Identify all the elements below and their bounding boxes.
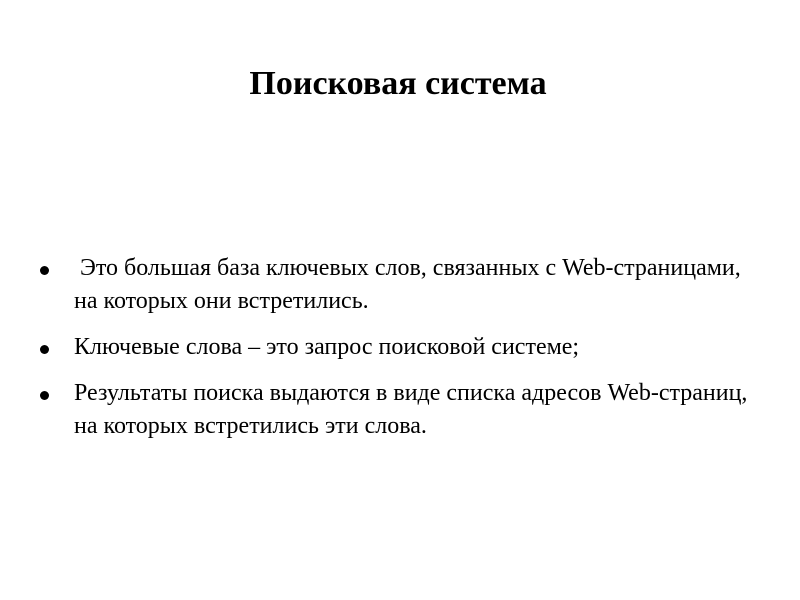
bullet-icon — [40, 266, 49, 275]
bullet-item — [40, 252, 770, 318]
bullet-item — [40, 377, 770, 443]
bullet-icon — [40, 345, 49, 354]
bullet-item — [40, 331, 770, 364]
bullet-text: Это большая база ключевых слов, связанных с Web-страницами, на которых они встретились. — [74, 255, 747, 314]
bullet-text: Ключевые слова – это запрос поисковой системе; — [74, 334, 580, 360]
bullet-icon — [40, 391, 49, 400]
bullet-text: Результаты поиска выдаются в виде списка адресов Web-страниц, на которых встретились эти слова. — [74, 380, 748, 439]
bullet-list — [40, 252, 770, 456]
slide-title: Поисковая система — [249, 65, 547, 102]
